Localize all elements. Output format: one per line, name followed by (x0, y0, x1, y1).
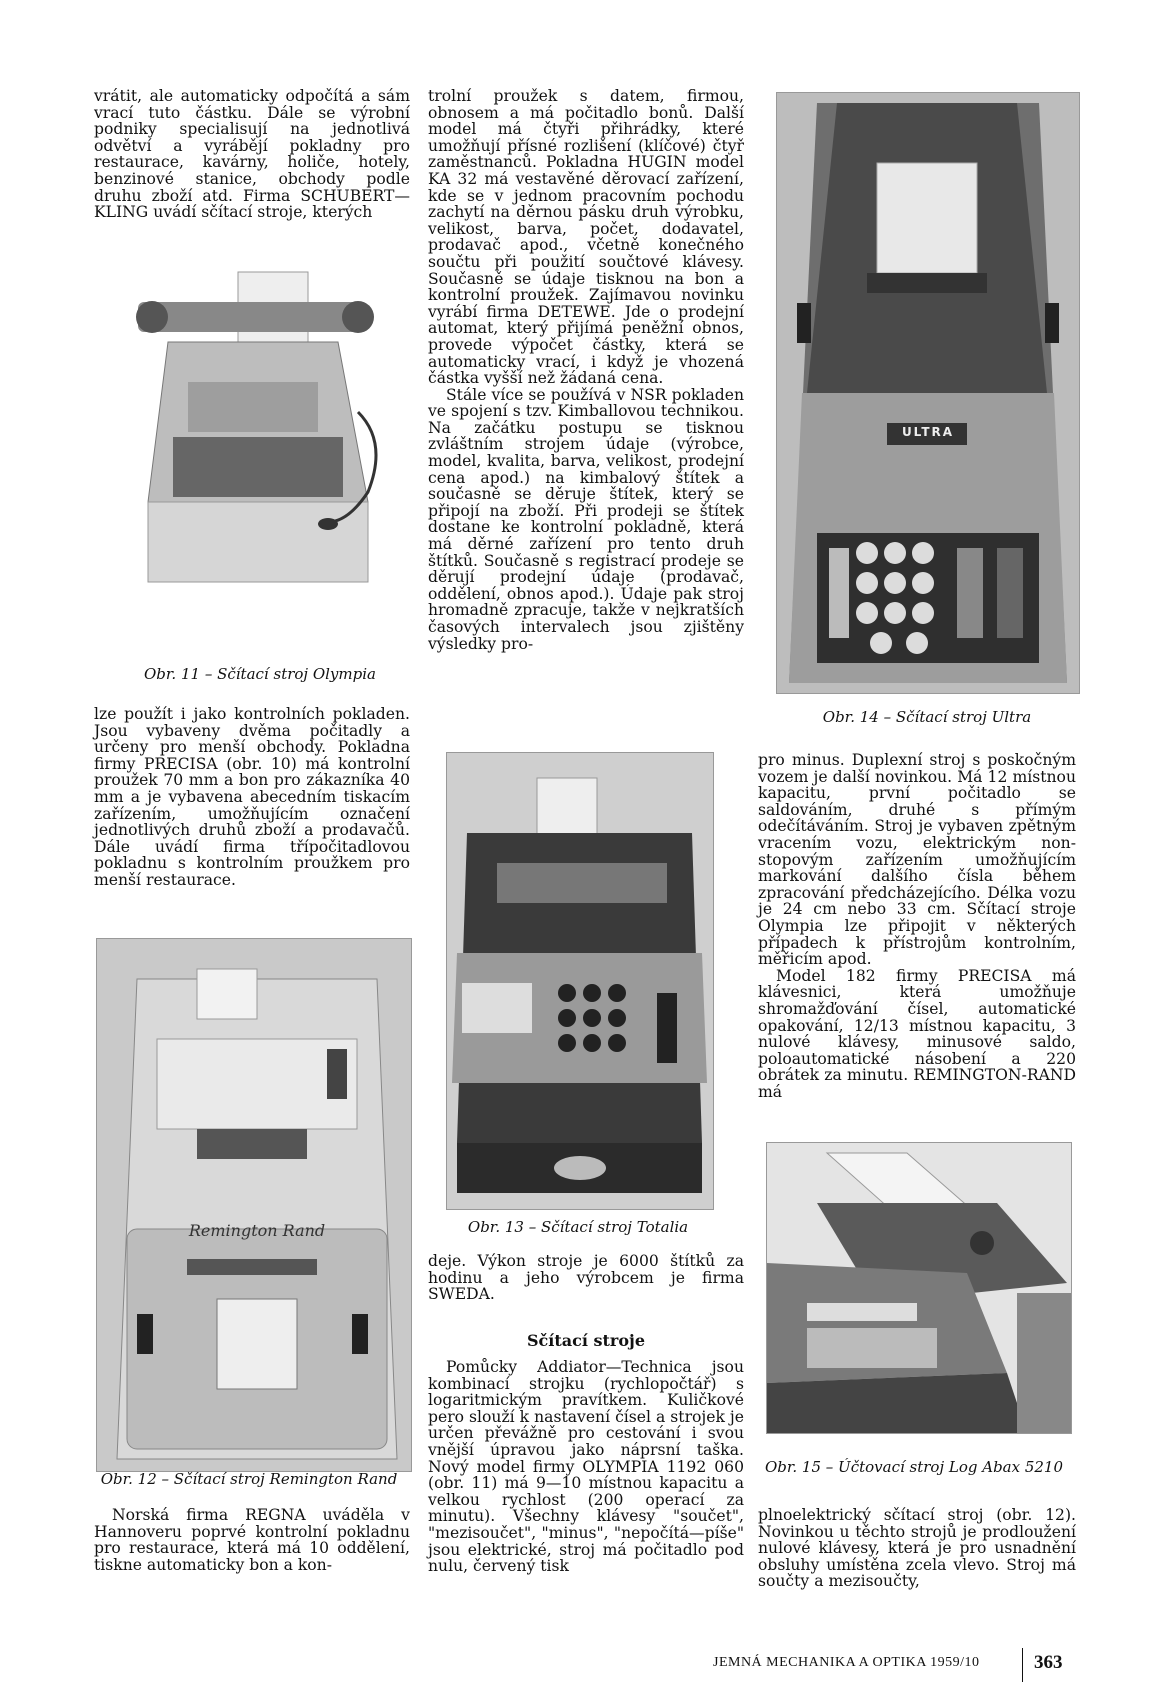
page-number: 363 (1034, 1652, 1063, 1673)
paragraph: trolní proužek s datem, firmou, obnosem a má počitadlo bonů. Další model má čtyři přihrádky, které umožňují přísné rozlišení (klíčové) čtyř zaměstnanců. Pokladna HUGIN model KA 32 má vestavěné děrovací zařízení, kde se v jednom pracovním pochodu zachytí na děrnou pásku druh výrobku, velikost, barva, počet, dodavatel, prodavač apod., včetně konečného součtu při použití součtové klávesy. Současně se údaje tisknou na bon a kontrolní proužek. Zajímavou novinku vyrábí firma DETEWE. Jde o prodejní automat, který přijímá peněžní obnos, provede výpočet částky, která se automaticky vrací, i když je vhozená částka vyšší než žádaná cena. (428, 87, 744, 388)
caption-fig13: Obr. 13 – Sčítací stroj Totalia (467, 1218, 689, 1236)
section-heading: Sčítací stroje (527, 1331, 645, 1350)
col2-top-text (428, 88, 744, 652)
photo-totalia-machine (446, 752, 714, 1210)
caption-fig14: Obr. 14 – Sčítací stroj Ultra (822, 708, 1032, 726)
footer-divider (1022, 1648, 1023, 1682)
col2-mid-text (428, 1253, 744, 1303)
journal-footer: JEMNÁ MECHANIKA A OPTIKA 1959/10 (713, 1655, 980, 1670)
paragraph: lze použít i jako kontrolních pokladen. Jsou vybaveny dvěma počitadly a určeny pro menší obchody. Pokladna firmy PRECISA (obr. 10) má kontrolní proužek 70 mm a bon pro zákazníka 40 mm a je vybavena abecedním tiskacím zařízením, umožňujícím označení jednotlivých druhů zboží a prodavačů. Dále uvádí firma třípočitadlovou pokladnu s kontrolním proužkem pro menší restaurace. (94, 705, 410, 889)
totalia-illustration (447, 753, 713, 1209)
col1-mid-text (94, 706, 410, 889)
caption-fig12: Obr. 12 – Sčítací stroj Remington Rand (100, 1470, 398, 1488)
col3-bot-text (758, 1507, 1076, 1590)
paragraph: plnoelektrický sčítací stroj (obr. 12). Novinkou u těchto strojů je prodloužení nulové klávesy, která je pro usnadnění obsluhy umístěna zcela vlevo. Stroj má součty a mezisoučty, (758, 1506, 1076, 1591)
caption-fig11: Obr. 11 – Sčítací stroj Olympia (144, 665, 376, 683)
log-abax-illustration (767, 1143, 1071, 1433)
ultra-illustration (777, 93, 1079, 693)
paragraph: Norská firma REGNA uváděla v Hannoveru poprvé kontrolní pokladnu pro restaurace, která má 10 oddělení, tiskne automaticky bon a kon- (94, 1506, 410, 1574)
olympia-illustration (128, 262, 392, 602)
remington-illustration (97, 939, 411, 1471)
col1-top-text (94, 88, 410, 221)
col1-bot-text (94, 1507, 410, 1573)
photo-remington-rand-machine (96, 938, 412, 1472)
paragraph: Model 182 firmy PRECISA má klávesnici, která umožňuje shromažďování čísel, automatické opakování, 12/13 místnou kapacitu, 3 nulové klávesy, minusové saldo, poloautomatické násobení a 220 obrátek za minutu. REMINGTON-RAND má (758, 966, 1076, 1101)
ultra-brand-label: ULTRA (901, 425, 955, 439)
caption-fig15: Obr. 15 – Účtovací stroj Log Abax 5210 (764, 1458, 1064, 1476)
paragraph: Stále více se používá v NSR pokladen ve spojení s tzv. Kimballovou technikou. Na začátku postupu se tisknou zvláštním strojem údaje (výrobce, model, kvalita, barva, velikost, prodejní cena apod.) na kimbalový štítek a současně se děruje štítek, který se připojí na zboží. Při prodeji se štítek dostane ke kontrolní pokladně, která má děrné zařízení pro tento druh štítků. Současně s registrací prodeje se děrují prodejní údaje (prodavač, oddělení, obnos apod.). Údaje pak stroj hromadně zpracuje, takže v nejkratších časových intervalech jsou zjištěny výsledky pro- (428, 385, 744, 653)
paragraph: vrátit, ale automaticky odpočítá a sám vrací tuto částku. Dále se výrobní podniky specialisují na jednotlivá odvětví a vyrábějí pokladny pro restaurace, kavárny, holiče, hotely, benzinové stanice, obchody podle druhu zboží atd. Firma SCHUBERT—KLING uvádí sčítací stroje, kterých (94, 87, 410, 222)
paragraph: deje. Výkon stroje je 6000 štítků za hodinu a jeho výrobcem je firma SWEDA. (428, 1252, 744, 1304)
col2-bot-text (428, 1359, 744, 1575)
paragraph: Pomůcky Addiator—Technica jsou kombinací strojku (rychlopočtář) s logaritmickým pravítkem. Kuličkové pero slouží k nastavení čísel a strojek je určen převážně pro cestování i svou vnější úpravou jako náprsní taška. Nový model firmy OLYMPIA 1192 060 (obr. 11) má 9—10 místnou kapacitu a velkou rychlost (200 operací za minutu). Všechny klávesy "součet", "mezisoučet", "minus", "nepočítá—píše" jsou elektrické, stroj má počitadlo pod nulu, červený tisk (428, 1358, 744, 1576)
photo-ultra-machine (776, 92, 1080, 694)
photo-log-abax-machine (766, 1142, 1072, 1434)
paragraph: pro minus. Duplexní stroj s poskočným vozem je další novinkou. Má 12 místnou kapacitu, první počitadlo se saldováním, druhé s přímým odečítáváním. Stroj je vybaven zpětným vracením vozu, elektrickým non-stopovým zařízením umožňujícím markování dalšího čísla během zpracování předcházejícího. Délka vozu je 24 cm nebo 33 cm. Sčítací stroje Olympia lze připojit v některých případech k přístrojům kontrolním, měřicím apod. (758, 751, 1076, 969)
photo-olympia-adding-machine (128, 262, 392, 602)
col3-mid-text (758, 752, 1076, 1100)
remington-brand-label: Remington Rand (188, 1221, 326, 1240)
